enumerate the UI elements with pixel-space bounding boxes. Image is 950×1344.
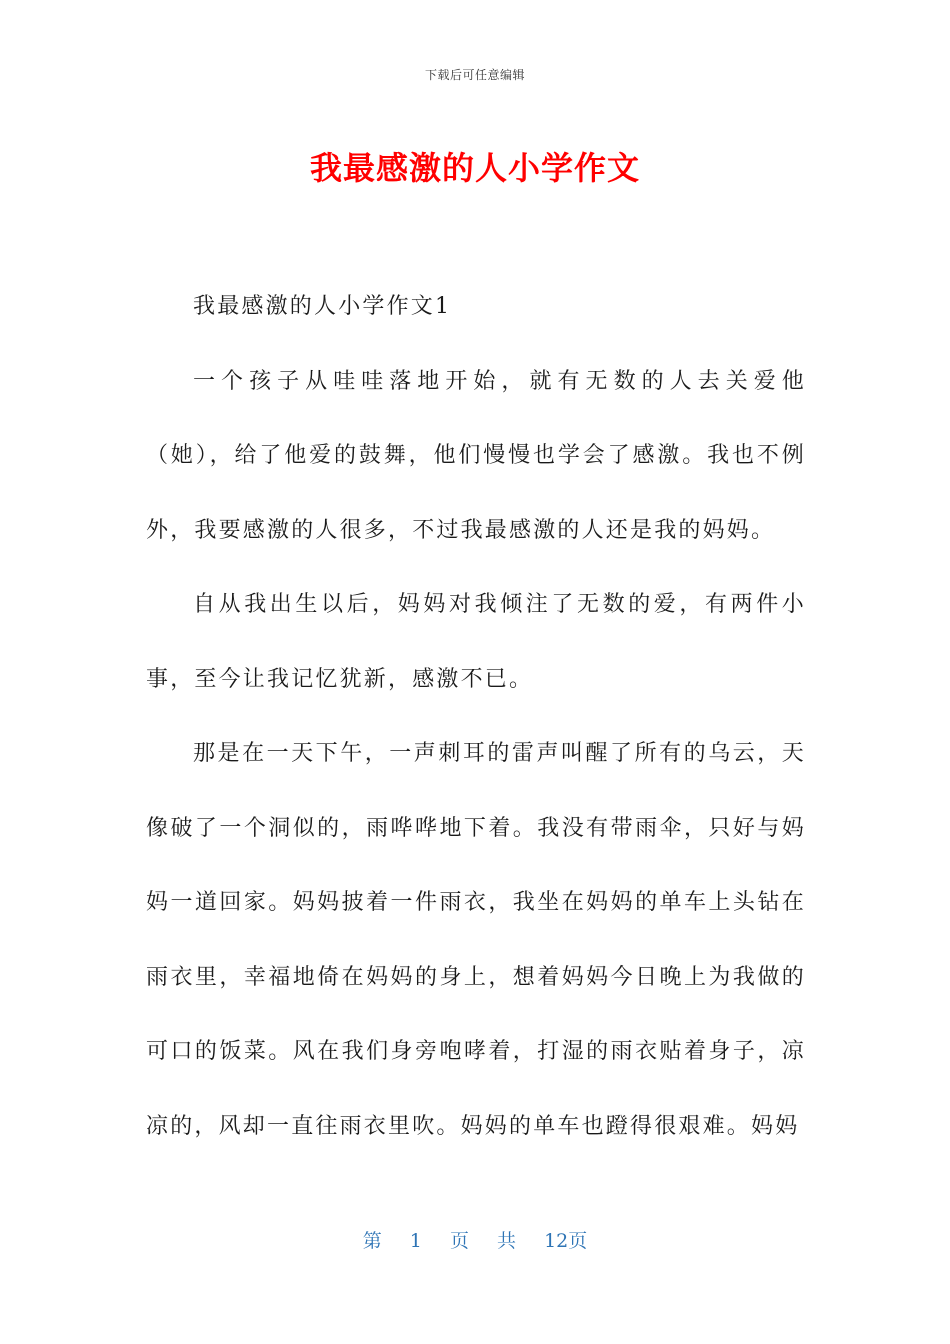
document-title: 我最感激的人小学作文 bbox=[309, 149, 640, 187]
paragraph: 那是在一天下午，一声刺耳的雷声叫醒了所有的乌云，天像破了一个洞似的，雨哗哗地下着。我没有带雨伞，只好与妈妈一道回家。妈妈披着一件雨衣，我坐在妈妈的单车上头钻在雨衣里，幸福地倚在妈妈的身上，想着妈妈今日晚上为我做的可口的饭菜。风在我们身旁咆哮着，打湿的雨衣贴着身子，凉凉的，风却一直往雨衣里吹。妈妈的单车也蹬得很艰难。妈妈 bbox=[146, 741, 806, 1139]
footer-prefix: 第 bbox=[362, 1230, 382, 1252]
footer-current-page: 1 bbox=[409, 1230, 422, 1252]
footer-total-label: 共 bbox=[497, 1230, 517, 1252]
header-note: 下载后可任意编辑 bbox=[424, 68, 525, 82]
footer-total-pages: 12页 bbox=[544, 1230, 588, 1252]
paragraph-heading: 我最感激的人小学作文1 bbox=[193, 294, 452, 319]
document-body bbox=[146, 270, 806, 1164]
footer-page-label: 页 bbox=[449, 1230, 469, 1252]
page-footer bbox=[0, 1226, 950, 1253]
paragraph: 自从我出生以后，妈妈对我倾注了无数的爱，有两件小事，至今让我记忆犹新，感激不已。 bbox=[146, 592, 806, 692]
paragraph: 一个孩子从哇哇落地开始，就有无数的人去关爱他（她），给了他爱的鼓舞，他们慢慢也学会了感激。我也不例外，我要感激的人很多，不过我最感激的人还是我的妈妈。 bbox=[146, 368, 806, 543]
